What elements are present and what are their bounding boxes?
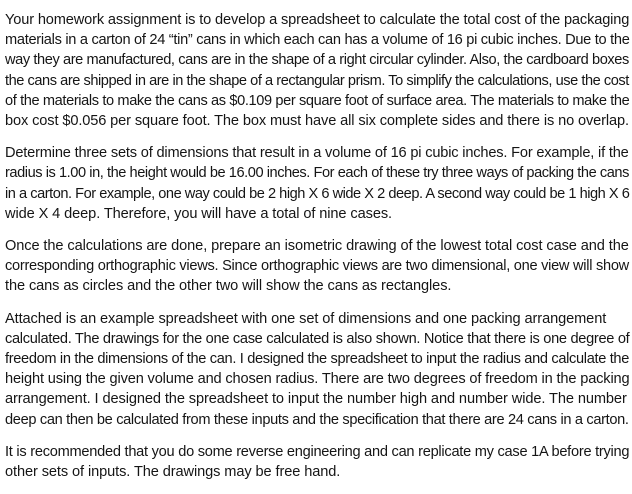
- text-line: of the materials to make the cans as $0.109 per square foot of surface area. The materials to make the: [5, 92, 630, 109]
- text-line: Determine three sets of dimensions that result in a volume of 16 pi cubic inches. For example, if the: [5, 145, 629, 162]
- text-line: radius is 1.00 in, the height would be 16.00 inches. For each of these try three ways of packing the cans: [5, 165, 629, 182]
- text-line: the cans as circles and the other two will show the cans as rectangles.: [5, 278, 452, 295]
- text-line: in a carton. For example, one way could be 2 high X 6 wide X 2 deep. A second way could be 1 high X 6: [5, 185, 630, 202]
- paragraph-drawings: [5, 236, 629, 297]
- text-line: other sets of inputs. The drawings may be free hand.: [5, 464, 341, 481]
- text-line: deep can then be calculated from these inputs and the specification that there are 24 cans in a carton.: [5, 411, 629, 428]
- text-line: wide X 4 deep. Therefore, you will have a total of nine cases.: [5, 205, 392, 222]
- text-line: Attached is an example spreadsheet with one set of dimensions and one packing arrangement: [5, 310, 607, 327]
- text-line: height using the given volume and chosen radius. There are two degrees of freedom in the packing: [5, 371, 630, 388]
- paragraph-recommendation: [5, 442, 629, 482]
- text-line: calculated. The drawings for the one case calculated is also shown. Notice that there is one degree of: [5, 330, 630, 347]
- text-line: Your homework assignment is to develop a spreadsheet to calculate the total cost of the packaging: [5, 12, 630, 28]
- text-line: arrangement. I designed the spreadsheet to input the number high and number wide. The number: [5, 391, 627, 408]
- paragraph-assignment: [5, 10, 629, 131]
- paragraph-dimensions: [5, 143, 629, 224]
- text-line: Once the calculations are done, prepare an isometric drawing of the lowest total cost case and the: [5, 238, 629, 255]
- text-line: way they are manufactured, cans are in the shape of a right circular cylinder. Also, the cardboard boxes: [5, 52, 629, 69]
- document-page: [5, 10, 629, 494]
- text-line: corresponding orthographic views. Since orthographic views are two dimensional, one view will show: [5, 258, 629, 275]
- text-line: freedom in the dimensions of the can. I designed the spreadsheet to input the radius and calculate the: [5, 351, 629, 368]
- text-line: materials in a carton of 24 “tin” cans in which each can has a volume of 16 pi cubic inches. Due to the: [5, 32, 630, 49]
- text-line: It is recommended that you do some reverse engineering and can replicate my case 1A before trying: [5, 443, 630, 460]
- text-line: the cans are shipped in are in the shape of a rectangular prism. To simplify the calculations, use the cost: [5, 72, 629, 89]
- paragraph-example: [5, 309, 629, 430]
- text-line: box cost $0.056 per square foot. The box must have all six complete sides and there is no overlap.: [5, 113, 629, 130]
